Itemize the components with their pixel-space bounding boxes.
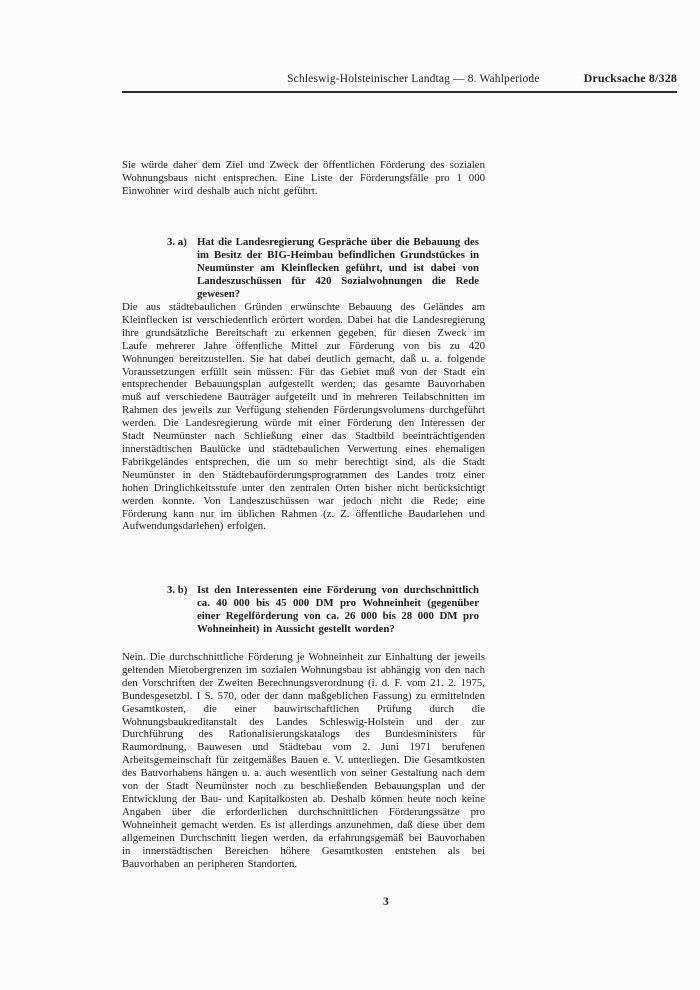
- question-3b-text: Ist den Interessenten eine Förderung von durchschnittlich ca. 40 000 bis 45 000 DM pro Wohneinheit (gegenüber einer Regelförderung von ca. 26 000 bis 28 000 DM pro Wohneinheit) in Aussicht gestellt worden?: [197, 584, 479, 635]
- question-3b: [167, 584, 479, 636]
- question-3a-label: 3. a): [167, 236, 187, 248]
- intro-paragraph: Sie würde daher dem Ziel und Zweck der öffentlichen Förderung des sozialen Wohnungsbaus nicht entsprechen. Eine Liste der Förderungsfälle pro 1 000 Einwohner wird deshalb auch nicht geführt.: [122, 159, 485, 197]
- question-3b-label: 3. b): [167, 584, 188, 596]
- question-3a-text: Hat die Landesregierung Gespräche über die Bebauung des im Besitz der BIG-Heimbau befindlichen Grundstückes in Neumünster am Kleinflecken geführt, und ist dabei von Landeszuschüssen für 420 Sozialwohnungen die Rede gewesen?: [197, 236, 479, 300]
- page-header: [122, 71, 677, 93]
- answer-3b-paragraph: Nein. Die durchschnittliche Förderung je Wohneinheit zur Einhaltung der jeweils geltenden Mietobergrenzen im sozialen Wohnungsbau ist abhängig von den nach den Vorschriften der Zweiten Berechnungsverordnung (i. d. F. vom 21. 2. 1975, Bundesgesetzbl. I S. 570, oder der dann maßgeblichen Fassung) zu ermittelnden Gesamtkosten, die einer bauwirtschaftlichen Prüfung durch die Wohnungsbaukreditanstalt des Landes Schleswig-Holstein und der zur Durchführung des Rationalisierungskatalogs des Bundesministers für Raumordnung, Bauwesen und Städtebau vom 2. Juni 1971 berufenen Arbeitsgemeinschaft für zeitgemäßes Bauen e. V. unterliegen. Die Gesamtkosten des Bauvorhabens hängen u. a. auch wesentlich von seiner Gestaltung nach dem von der Stadt Neumünster noch zu beschließenden Bebauungsplan und der Entwicklung der Bau- und Kapitalkosten ab. Deshalb können heute noch keine Angaben über die erforderlichen durchschnittlichen Förderungssätze pro Wohneinheit gemacht werden. Es ist allerdings anzunehmen, daß diese über dem allgemeinen Durchschnitt liegen werden, da erfahrungsgemäß bei Bauvorhaben in innerstädtischen Bereichen höhere Gesamtkosten entstehen als bei Bauvorhaben an peripheren Standorten.: [122, 651, 485, 870]
- journal-title: Schleswig-Holsteinischer Landtag — 8. Wahlperiode: [287, 73, 540, 85]
- document-number: Drucksache 8/328: [583, 71, 677, 85]
- question-3a: [167, 236, 479, 301]
- page-number: 3: [383, 896, 389, 908]
- answer-3a-paragraph: Die aus städtebaulichen Gründen erwünschte Bebauung des Geländes am Kleinflecken ist verschiedentlich erörtert worden. Dabei hat die Landesregierung ihre grundsätzliche Bereitschaft zu erkennen gegeben, für diesen Zweck im Laufe mehrerer Jahre öffentliche Mittel zur Förderung von bis zu 420 Wohnungen bereitzustellen. Sie hat dabei deutlich gemacht, daß u. a. folgende Voraussetzungen erfüllt sein müssen: Für das Gebiet muß von der Stadt ein entsprechender Bebauungsplan aufgestellt werden; das gesamte Bauvorhaben muß auf verschiedene Bauträger aufgeteilt und in mehreren Teilabschnitten im Rahmen des jeweils zur Verfügung stehenden Förderungsvolumens durchgeführt werden. Die Landesregierung würde mit einer Förderung den Interessen der Stadt Neumünster nach Schließung einer das Stadtbild beeinträchtigenden innerstädtischen Baulücke und städtebaulichen Verwertung eines ehemaligen Fabrikgeländes entsprechen, die um so mehr berechtigt sind, als die Stadt Neumünster in den Städtebauförderungsprogrammen des Landes trotz einer hohen Dringlichkeitsstufe unter den zentralen Orten bisher nicht berücksichtigt werden konnte. Von Landeszuschüssen war jedoch nicht die Rede; eine Förderung kann nur im üblichen Rahmen (z. Z. öffentliche Baudarlehen und Aufwendungsdarlehen) erfolgen.: [122, 301, 485, 533]
